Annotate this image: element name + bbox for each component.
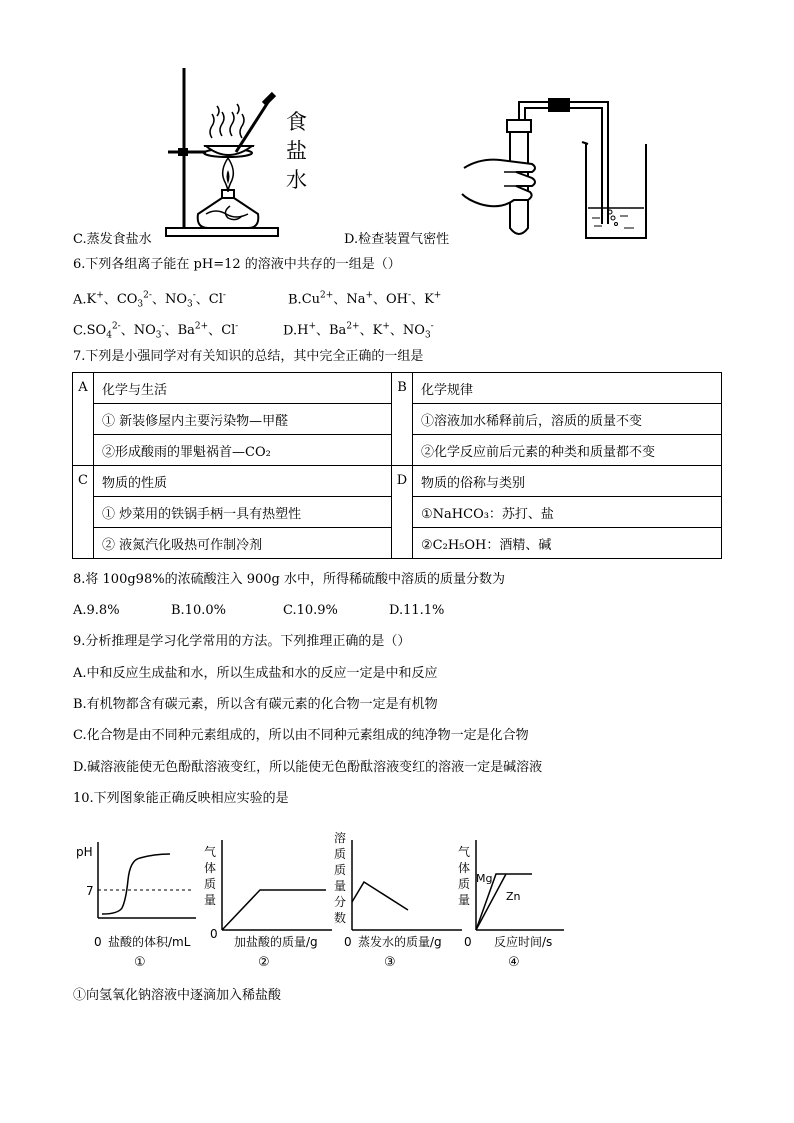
q6-separator: 、: [373, 292, 387, 308]
q7-d-title: 物质的俗称与类别: [413, 466, 722, 497]
q9-option-d: D.碱溶液能使无色酚酞溶液变红，所以能使无色酚酞溶液变红的溶液一定是碱溶液: [73, 760, 543, 775]
q7-b-item-1: ①溶液加水稀释前后，溶质的质量不变: [413, 404, 722, 435]
figure-c-caption: C.蒸发食盐水: [73, 232, 152, 247]
graph-1: [74, 834, 204, 970]
evaporation-side-label: [286, 108, 307, 195]
graph-3-plot: [330, 826, 466, 970]
graph-3-origin: 0: [344, 935, 352, 949]
graph-4-ylabel-4: 量: [458, 893, 471, 907]
graph-2-ylabel-3: 质: [204, 877, 217, 891]
graph-1-origin: 0: [94, 935, 102, 949]
q7-a-item-2: ②形成酸雨的罪魁祸首—CO₂: [94, 435, 392, 466]
graph-3-id: ③: [384, 955, 396, 970]
graph-2: [198, 834, 338, 970]
q6-ion: $Ba^{2+}$: [329, 322, 360, 339]
q7-d-item-2: ②C₂H₅OH：酒精、碱: [413, 528, 722, 559]
graph-4-plot: [452, 834, 568, 970]
q6-separator: 、: [315, 323, 329, 339]
q10-option-1: ①向氢氧化钠溶液中逐滴加入稀盐酸: [73, 988, 282, 1003]
graph-2-origin: 0: [210, 927, 218, 941]
q7-c-item-2: ② 液氮汽化吸热可作制冷剂: [94, 528, 392, 559]
graph-4-ylabel-3: 质: [458, 877, 471, 891]
q6-ion: $SO_4^{2-}$: [86, 322, 121, 341]
q7-b-item-2: ②化学反应前后元素的种类和质量都不变: [413, 435, 722, 466]
graph-4-series-zn: Zn: [506, 890, 521, 903]
q6-ion: Cl-: [221, 322, 239, 339]
q9-option-b: B.有机物都含有碳元素，所以含有碳元素的化合物一定是有机物: [73, 697, 438, 712]
airtightness-check-figure: [460, 96, 660, 242]
q10-stem: 10.下列图象能正确反映相应实验的是: [73, 791, 289, 806]
graph-1-plot: [74, 834, 204, 970]
q6-separator: 、: [164, 323, 178, 339]
graph-4-id: ④: [508, 955, 520, 970]
q6-ion: OH-: [386, 291, 412, 308]
q6-separator: 、: [103, 292, 117, 308]
q6-ion: $NO_3^-$: [133, 322, 165, 341]
q6-option-letter: B.: [288, 292, 302, 308]
q7-letter-c: C: [73, 466, 94, 559]
graph-3-ylabel-4: 量: [334, 879, 347, 893]
q6-separator: 、: [120, 323, 134, 339]
q6-ion: $Cu^{2+}$: [301, 291, 334, 308]
graph-4-xlabel: 反应时间/s: [494, 935, 553, 949]
graph-1-xlabel: 盐酸的体积/mL: [108, 935, 191, 949]
graph-4-origin: 0: [464, 935, 472, 949]
graph-2-xlabel: 加盐酸的质量/g: [234, 935, 318, 949]
graph-1-curve: [102, 854, 170, 914]
q6-ion: Na+: [346, 291, 373, 308]
graph-1-y-tick-7: 7: [86, 884, 94, 898]
q7-c-title: 物质的性质: [94, 466, 392, 497]
figure-d-caption: D.检查装置气密性: [344, 232, 450, 247]
graph-1-id: ①: [134, 955, 146, 970]
q6-stem: 6.下列各组离子能在 pH=12 的溶液中共存的一组是（）: [73, 257, 401, 272]
q7-letter-a: A: [73, 373, 94, 466]
q6-option-c: [73, 318, 238, 345]
q6-ion: H+: [297, 322, 316, 339]
q6-ion: $Ba^{2+}$: [177, 322, 209, 339]
q6-separator: 、: [195, 292, 209, 308]
graph-3-xlabel: 蒸发水的质量/g: [358, 935, 442, 949]
graph-1-ylabel: pH: [76, 845, 93, 859]
label-char: 盐: [286, 139, 307, 163]
q7-letter-d: D: [392, 466, 413, 559]
graph-3-ylabel-5: 分: [334, 895, 347, 909]
q6-ion: Cl-: [208, 291, 226, 308]
q6-separator: 、: [389, 323, 403, 339]
q6-option-letter: C.: [73, 323, 87, 339]
q6-ion: $CO_3^{2-}$: [116, 291, 152, 310]
graph-3: [330, 826, 466, 970]
graph-3-ylabel-6: 数: [334, 911, 347, 925]
q6-option-d: [283, 318, 434, 345]
graph-2-plot: [198, 834, 338, 970]
q9-stem: 9.分析推理是学习化学常用的方法。下列推理正确的是（）: [73, 634, 411, 649]
q6-option-a: [73, 287, 226, 314]
q6-option-letter: A.: [73, 292, 87, 308]
q8-option-d: D.11.1%: [389, 603, 445, 618]
q7-letter-b: B: [392, 373, 413, 466]
q6-ion: $NO_3^-$: [164, 291, 196, 310]
airtightness-check-illustration: [460, 96, 660, 242]
q8-option-a: A.9.8%: [73, 603, 120, 618]
graph-4-ylabel-1: 气: [458, 845, 471, 859]
graph-4: [452, 834, 568, 970]
q7-d-item-1: ①NaHCO₃：苏打、盐: [413, 497, 722, 528]
graph-4-series-mg: Mg: [476, 872, 493, 885]
q9-option-a: A.中和反应生成盐和水，所以生成盐和水的反应一定是中和反应: [73, 666, 438, 681]
q6-separator: 、: [359, 323, 373, 339]
q6-option-letter: D.: [283, 323, 298, 339]
graph-2-id: ②: [258, 955, 270, 970]
q7-b-title: 化学规律: [413, 373, 722, 404]
q6-separator: 、: [208, 323, 222, 339]
q6-ion: $NO_3^-$: [402, 322, 434, 341]
graph-2-ylabel-1: 气: [204, 845, 217, 859]
graph-3-ylabel-3: 质: [334, 863, 347, 877]
graph-4-ylabel-2: 体: [458, 861, 471, 875]
graph-2-ylabel-4: 量: [204, 893, 217, 907]
q7-summary-table: [72, 372, 722, 559]
q6-separator: 、: [151, 292, 165, 308]
q7-a-item-1: ① 新装修屋内主要污染物—甲醛: [94, 404, 392, 435]
label-char: 水: [286, 168, 307, 192]
graph-3-ylabel-2: 质: [334, 847, 347, 861]
q6-ion: K+: [424, 291, 442, 308]
q6-ion: K+: [86, 291, 104, 308]
graph-2-curve: [222, 890, 326, 930]
graph-2-ylabel-2: 体: [204, 861, 217, 875]
q8-stem: 8.将 100g98%的浓硫酸注入 900g 水中，所得稀硫酸中溶质的质量分数为: [73, 572, 505, 587]
q7-c-item-1: ① 炒菜用的铁锅手柄一具有热塑性: [94, 497, 392, 528]
q6-ion: K+: [372, 322, 390, 339]
graph-3-curve: [352, 882, 408, 910]
q8-option-b: B.10.0%: [171, 603, 226, 618]
label-char: 食: [286, 110, 307, 134]
q7-a-title: 化学与生活: [94, 373, 392, 404]
q8-option-c: C.10.9%: [283, 603, 338, 618]
graph-3-ylabel-1: 溶: [334, 831, 347, 845]
q6-separator: 、: [411, 292, 425, 308]
q9-option-c: C.化合物是由不同种元素组成的，所以由不同种元素组成的纯净物一定是化合物: [73, 728, 529, 743]
q6-option-b: [288, 287, 441, 309]
q6-separator: 、: [333, 292, 347, 308]
q7-stem: 7.下列是小强同学对有关知识的总结，其中完全正确的一组是: [73, 349, 424, 364]
